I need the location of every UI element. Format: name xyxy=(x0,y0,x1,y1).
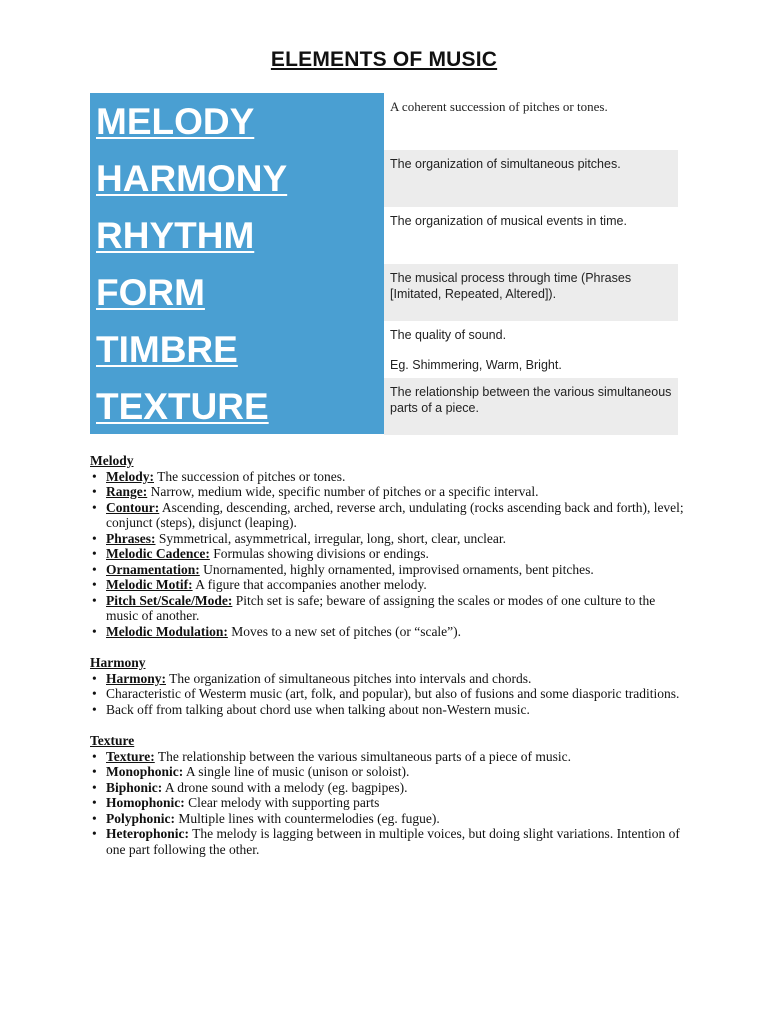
list-item: • Range: Narrow, medium wide, specific number of pitches or a specific interval. xyxy=(90,484,690,500)
definition-melody xyxy=(384,93,678,150)
list-item: • Phrases: Symmetrical, asymmetrical, irregular, long, short, clear, unclear. xyxy=(90,531,690,547)
list-item: • Biphonic: A drone sound with a melody (eg. bagpipes). xyxy=(90,780,690,796)
list-item: • Ornamentation: Unornamented, highly ornamented, improvised ornaments, bent pitches. xyxy=(90,562,690,578)
list-item: • Harmony: The organization of simultaneous pitches into intervals and chords. xyxy=(90,671,690,687)
definition-text: The musical process through time (Phrases [Imitated, Repeated, Altered]). xyxy=(390,271,632,301)
melody-heading: Melody xyxy=(90,453,134,468)
term-harmony: HARMONY xyxy=(96,158,288,199)
melody-list xyxy=(90,469,690,640)
list-item: • Texture: The relationship between the various simultaneous parts of a piece of music. xyxy=(90,749,690,765)
list-item: • Pitch Set/Scale/Mode: Pitch set is safe; beware of assigning the scales or modes of one culture to the music of another. xyxy=(90,593,690,624)
definition-harmony xyxy=(384,150,678,207)
list-item: • Melody: The succession of pitches or tones. xyxy=(90,469,690,485)
list-item: • Melodic Cadence: Formulas showing divisions or endings. xyxy=(90,546,690,562)
list-item: • Melodic Motif: A figure that accompanies another melody. xyxy=(90,577,690,593)
definition-timbre xyxy=(384,321,678,378)
list-item: • Homophonic: Clear melody with supporting parts xyxy=(90,795,690,811)
term-timbre: TIMBRE xyxy=(96,329,238,370)
definition-text: The relationship between the various simultaneous parts of a piece. xyxy=(390,385,672,415)
list-item: • Heterophonic: The melody is lagging between in multiple voices, but doing slight variations. Intention of one part following the other. xyxy=(90,826,690,857)
list-item: • Back off from talking about chord use when talking about non-Western music. xyxy=(90,702,690,718)
texture-list xyxy=(90,749,690,858)
terms-column xyxy=(90,93,384,434)
list-item: • Monophonic: A single line of music (unison or soloist). xyxy=(90,764,690,780)
document-title: ELEMENTS OF MUSIC xyxy=(270,48,498,71)
term-texture: TEXTURE xyxy=(96,386,269,427)
list-item: • Melodic Modulation: Moves to a new set of pitches (or “scale”). xyxy=(90,624,690,640)
harmony-heading: Harmony xyxy=(90,655,146,670)
definition-form xyxy=(384,264,678,321)
term-melody: MELODY xyxy=(96,101,255,142)
elements-table xyxy=(90,93,678,434)
term-rhythm: RHYTHM xyxy=(96,215,255,256)
term-form: FORM xyxy=(96,272,205,313)
list-item: • Characteristic of Westerm music (art, folk, and popular), but also of fusions and some diasporic traditions. xyxy=(90,686,690,702)
definition-rhythm xyxy=(384,207,678,264)
harmony-list xyxy=(90,671,690,718)
definition-text: The organization of simultaneous pitches. xyxy=(390,157,621,171)
definition-texture xyxy=(384,378,678,435)
definition-example: Eg. Shimmering, Warm, Bright. xyxy=(390,358,562,372)
list-item: • Polyphonic: Multiple lines with countermelodies (eg. fugue). xyxy=(90,811,690,827)
definition-text: The quality of sound. xyxy=(390,328,507,342)
definition-text: The organization of musical events in time. xyxy=(390,214,627,228)
definition-text: A coherent succession of pitches or tones. xyxy=(390,99,608,114)
list-item: • Contour: Ascending, descending, arched, reverse arch, undulating (rocks ascending back and forth), level; conjunct (steps), disjunct (leaping). xyxy=(90,500,690,531)
notes-section xyxy=(90,453,690,857)
texture-heading: Texture xyxy=(90,733,135,748)
